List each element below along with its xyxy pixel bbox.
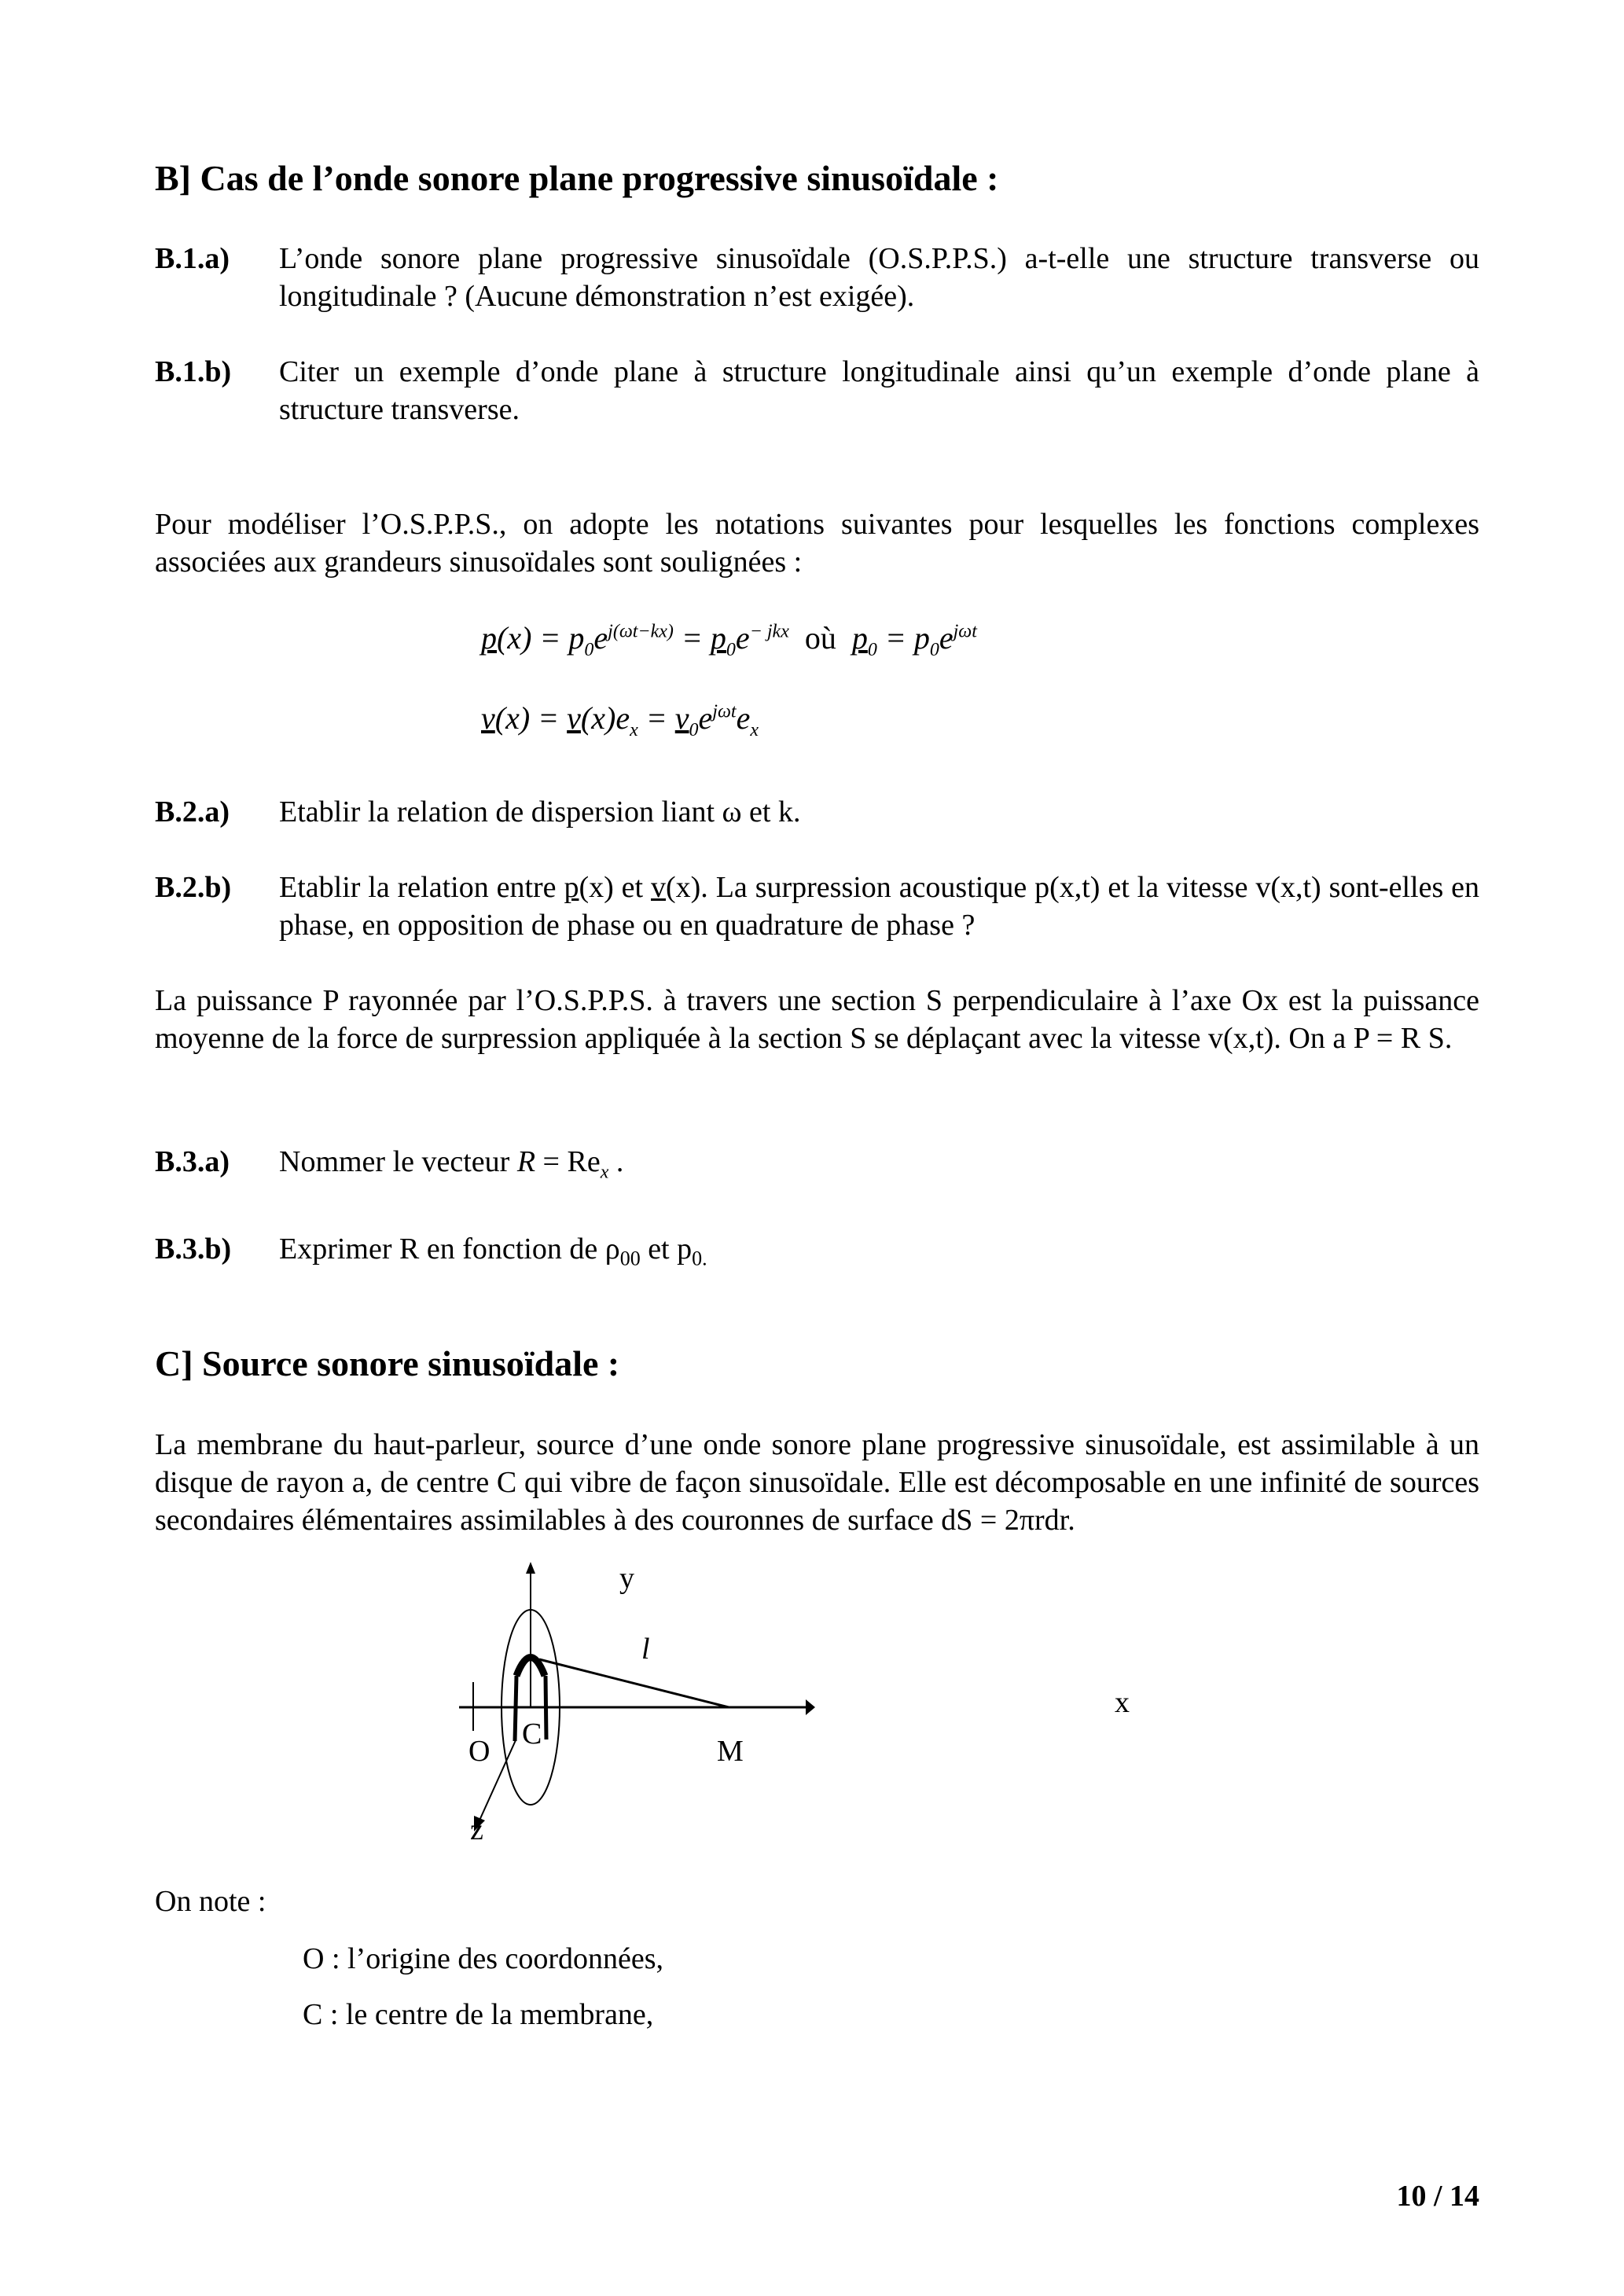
section-b-title: B] Cas de l’onde sonore plane progressive sinusoïdale :	[155, 158, 999, 198]
q-label: B.2.b)	[155, 871, 232, 904]
q-label: B.3.b)	[155, 1232, 232, 1266]
section-c-title: C] Source sonore sinusoïdale :	[155, 1343, 620, 1383]
distance-line	[539, 1659, 729, 1707]
intro-paragraph: Pour modéliser l’O.S.P.P.S., on adopte les notations suivantes pour lesquelles les fonctions complexes associées aux grandeurs sinusoïdales sont soulignées :	[155, 508, 1479, 579]
q-text: Nommer le vecteur $R = Re_x$ .	[279, 1145, 624, 1183]
q-text: Exprimer R en fonction de $\rho_{00}$ et $p_{0.}$	[279, 1232, 707, 1270]
note-label: On note :	[155, 1885, 266, 1918]
label-o: O	[468, 1735, 491, 1768]
label-m: M	[717, 1735, 744, 1768]
label-l: l	[641, 1633, 650, 1666]
membrane-paragraph: La membrane du haut-parleur, source d’une onde sonore plane progressive sinusoïdale, est assimilable à un disque de rayon a, de centre C qui vibre de façon sinusoïdale. Elle est décomposable en une infinité de sources secondaires élémentaires assimilables à des couronnes de surface dS = 2πrdr.	[155, 1428, 1479, 1537]
q-label: B.1.b)	[155, 355, 232, 388]
q-text: Etablir la relation de dispersion liant ω et k.	[279, 795, 801, 828]
equation-pressure: $p(x) = p_0e^{j(\omega t-kx)} = p_0e^{- jkx}$ où $p_0 = p_0e^{j\omega t}$	[481, 620, 977, 660]
q-label: B.2.a)	[155, 795, 230, 828]
note-item: C : le centre de la membrane,	[303, 1998, 654, 2031]
q-text: Etablir la relation entre p(x) et v(x). La surpression acoustique p(x,t) et la vitesse v(x,t) sont-elles en phase, en opposition de phase ou en quadrature de phase ?	[279, 871, 1480, 942]
page-number: 10 / 14	[1396, 2180, 1479, 2213]
note-item: O : l’origine des coordonnées,	[303, 1942, 664, 1975]
q-text: L’onde sonore plane progressive sinusoïdale (O.S.P.P.S.) a-t-elle une structure transverse ou longitudinale ? (Aucune démonstration n’est exigée).	[279, 242, 1479, 313]
q-label: B.3.a)	[155, 1145, 230, 1178]
ring-left	[515, 1676, 516, 1741]
q-label: B.1.a)	[155, 242, 230, 275]
label-y: y	[619, 1562, 634, 1595]
x-arrow-icon	[806, 1699, 815, 1715]
label-z: z	[470, 1813, 483, 1846]
power-paragraph: La puissance P rayonnée par l’O.S.P.P.S. à travers une section S perpendiculaire à l’axe Ox est la puissance moyenne de la force de surpression appliquée à la section S se déplaçant avec la vitesse v(x,t). On a P = R S.	[155, 984, 1479, 1055]
label-x: x	[1115, 1686, 1130, 1719]
equation-velocity: $v(x) = v(x)e_x = v_0e^{j\omega t}e_x$	[481, 700, 759, 740]
y-arrow-icon	[526, 1562, 535, 1574]
q-text: Citer un exemple d’onde plane à structure longitudinale ainsi qu’un exemple d’onde plane à structure transverse.	[279, 355, 1479, 426]
label-c: C	[522, 1717, 542, 1750]
